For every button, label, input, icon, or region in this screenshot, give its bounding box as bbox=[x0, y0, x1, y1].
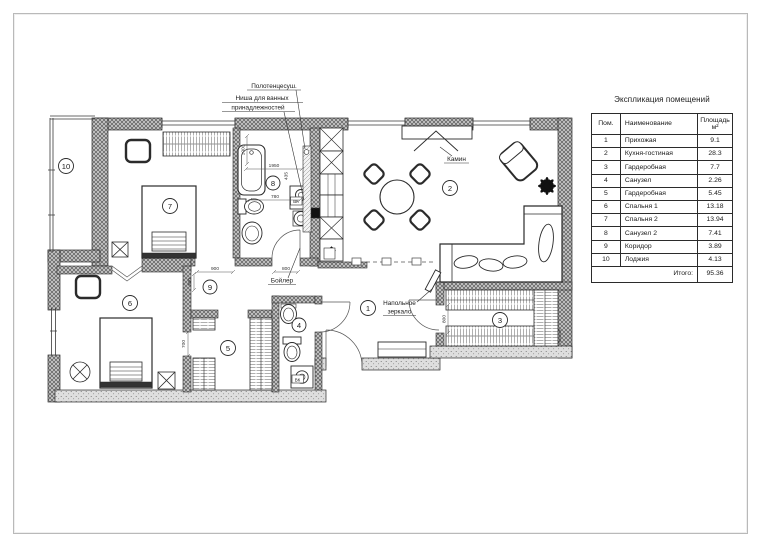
chair bbox=[409, 209, 432, 232]
room7-furniture bbox=[112, 132, 230, 258]
explication-title: Экспликация помещений bbox=[614, 95, 710, 104]
mirror-label-1: Напольное bbox=[383, 300, 416, 307]
svg-text:4: 4 bbox=[296, 320, 302, 330]
bifold-door-leaf2 bbox=[112, 270, 142, 281]
table-row: 5 Гардеробная 5.45 bbox=[592, 187, 733, 200]
plant bbox=[538, 177, 556, 195]
dim-435: 435 bbox=[284, 171, 290, 181]
towel-dryer bbox=[304, 150, 309, 155]
dim-800-bath: 800 bbox=[281, 267, 291, 272]
room6-furniture bbox=[70, 276, 175, 389]
svg-text:5: 5 bbox=[225, 343, 231, 353]
toilet bbox=[283, 337, 301, 362]
armchair bbox=[498, 140, 540, 183]
table-row: 2 Кухня-гостиная 28.3 bbox=[592, 148, 733, 161]
fireplace-label: Камин bbox=[447, 156, 466, 163]
chair bbox=[76, 276, 100, 298]
svg-text:10: 10 bbox=[61, 161, 71, 171]
svg-text:6: 6 bbox=[127, 298, 133, 308]
wc-door bbox=[320, 302, 350, 332]
svg-text:9: 9 bbox=[207, 282, 213, 292]
bed bbox=[100, 318, 152, 388]
sink bbox=[242, 222, 262, 244]
explication-panel bbox=[590, 95, 734, 283]
toilet bbox=[238, 199, 264, 214]
wall-niche bbox=[303, 146, 311, 232]
svg-text:2: 2 bbox=[447, 183, 453, 193]
chair bbox=[363, 209, 386, 232]
table-row: 3 Гардеробная 7.7 bbox=[592, 161, 733, 174]
ceiling-light-icon bbox=[70, 362, 90, 382]
dim-900: 900 bbox=[210, 267, 220, 272]
room-badge-6 bbox=[123, 296, 138, 311]
dim-780: 780 bbox=[270, 195, 280, 200]
room-badge-4 bbox=[292, 318, 306, 332]
total-value: 95.36 bbox=[698, 266, 733, 282]
col-header-area: Площадь м² bbox=[698, 114, 733, 135]
total-label: Итого: bbox=[592, 266, 698, 282]
fireplace bbox=[402, 126, 472, 151]
towel-dryer-label: Полотенцесуш. bbox=[251, 83, 297, 90]
table-row: 9 Коридор 3.89 bbox=[592, 240, 733, 253]
floor-lamp-icon bbox=[112, 242, 128, 257]
bed bbox=[142, 186, 196, 258]
table-row: 4 Санузел 2.26 bbox=[592, 174, 733, 187]
kitchen-cabinets bbox=[320, 128, 343, 261]
table-header-row bbox=[592, 114, 733, 135]
table-row: 7 Спальня 2 13.94 bbox=[592, 214, 733, 227]
dining-set bbox=[363, 163, 432, 232]
room-badge-7 bbox=[163, 199, 178, 214]
room-badge-2 bbox=[443, 181, 458, 196]
vk-label-wc: ВК bbox=[294, 377, 301, 383]
dim-800-door3: 800 bbox=[442, 314, 448, 324]
col-header-name: Наименование bbox=[620, 114, 697, 135]
table-row: 8 Санузел 2 7.41 bbox=[592, 227, 733, 240]
table-row: 1 Прихожая 9.1 bbox=[592, 135, 733, 148]
dim-1000: 1000 bbox=[241, 144, 247, 156]
dim-700: 700 bbox=[182, 339, 187, 349]
nightstand-icon bbox=[158, 372, 175, 389]
col-header-num: Пом. bbox=[592, 114, 621, 135]
room-badge-5 bbox=[221, 341, 236, 356]
explication-table bbox=[591, 113, 733, 283]
chair bbox=[126, 140, 150, 162]
corner-sofa bbox=[440, 206, 562, 282]
room-badge-1 bbox=[361, 301, 376, 316]
table-row: 10 Лоджия 4.13 bbox=[592, 253, 733, 266]
room-badge-3 bbox=[493, 313, 508, 328]
mirror-label-2: зеркало bbox=[387, 308, 412, 316]
svg-text:1: 1 bbox=[365, 303, 371, 313]
chair bbox=[409, 163, 432, 186]
vk-label-bath: ВК bbox=[293, 199, 299, 204]
svg-text:7: 7 bbox=[167, 201, 173, 211]
room-badge-10 bbox=[59, 159, 74, 174]
dining-table bbox=[380, 180, 414, 214]
niche-label-1: Ниша для ванных bbox=[235, 95, 289, 102]
svg-text:3: 3 bbox=[497, 315, 503, 325]
entry-door bbox=[326, 330, 362, 366]
room-badge-8 bbox=[266, 176, 280, 190]
room4-wc bbox=[281, 304, 314, 388]
svg-text:8: 8 bbox=[270, 178, 276, 188]
room-badge-9 bbox=[203, 280, 217, 294]
bath-door bbox=[272, 230, 300, 258]
headboard bbox=[100, 382, 152, 387]
dim-300: 300 bbox=[188, 277, 193, 287]
bench bbox=[378, 342, 426, 357]
cabinet-end-icon bbox=[324, 248, 335, 259]
table-row: 6 Спальня 1 13.18 bbox=[592, 200, 733, 213]
headboard bbox=[142, 253, 196, 258]
table-total-row bbox=[592, 266, 733, 282]
boiler-label: Бойлер bbox=[270, 277, 294, 285]
bifold-door bbox=[112, 266, 142, 277]
niche-label-2: принадлежностей bbox=[231, 104, 285, 112]
dim-1950: 1950 bbox=[268, 164, 280, 169]
chair bbox=[363, 163, 386, 186]
